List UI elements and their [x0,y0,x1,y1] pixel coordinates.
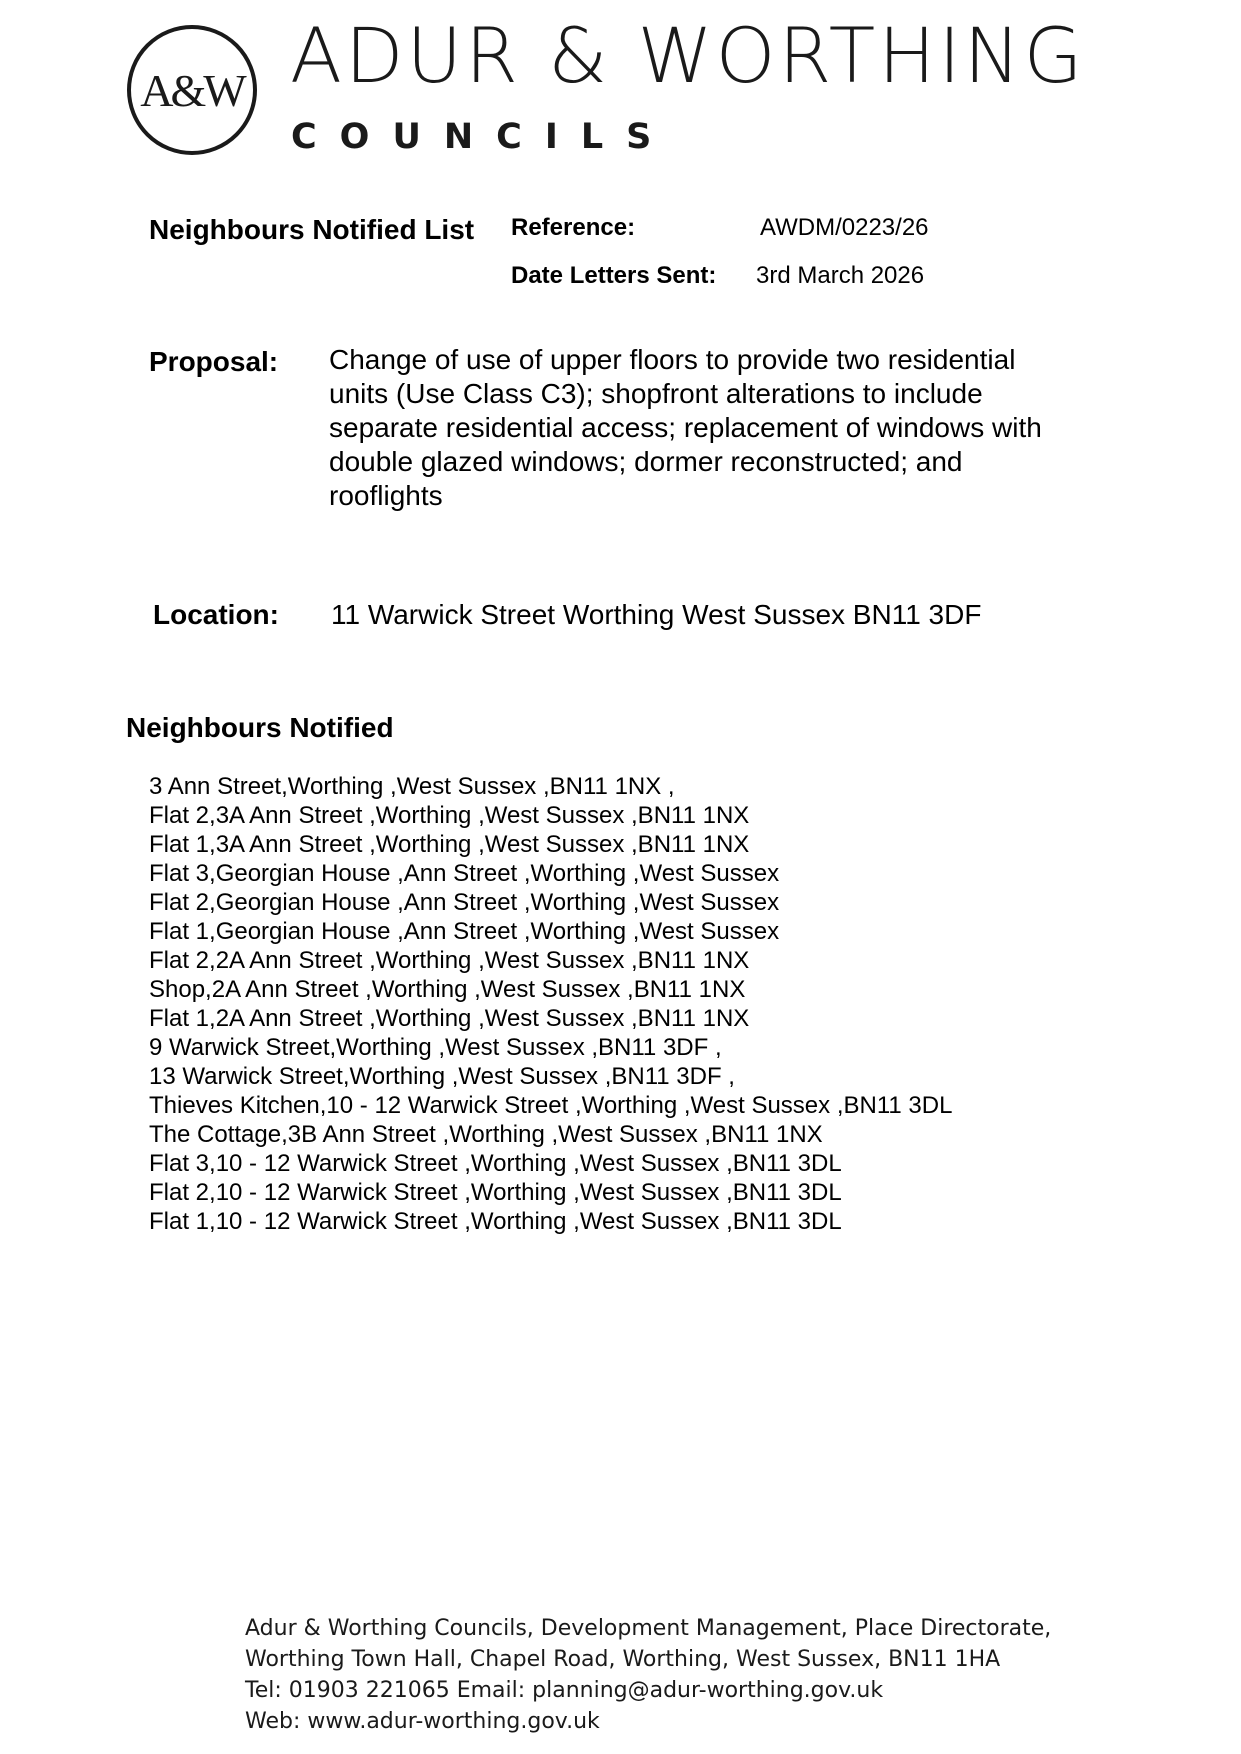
logo-emblem [127,25,257,155]
neighbour-address: 13 Warwick Street,Worthing ,West Sussex ,BN11 3DF , [149,1063,735,1090]
footer-web-line: Web: www.adur-worthing.gov.uk [245,1709,600,1734]
proposal-label: Proposal: [149,346,279,377]
neighbour-address: Flat 1,10 - 12 Warwick Street ,Worthing ,West Sussex ,BN11 3DL [149,1208,842,1235]
date-sent-value: 3rd March 2026 [756,262,925,289]
neighbour-address: Flat 3,10 - 12 Warwick Street ,Worthing ,West Sussex ,BN11 3DL [149,1150,842,1177]
neighbour-address: Flat 2,3A Ann Street ,Worthing ,West Sussex ,BN11 1NX [149,802,750,829]
location-label: Location: [153,599,279,630]
footer-contact [245,1613,1051,1737]
neighbour-address: Flat 2,10 - 12 Warwick Street ,Worthing ,West Sussex ,BN11 3DL [149,1179,842,1206]
neighbours-section-title: Neighbours Notified [126,712,394,743]
reference-value: AWDM/0223/26 [760,214,929,241]
neighbour-address: Flat 1,3A Ann Street ,Worthing ,West Sussex ,BN11 1NX [149,831,750,858]
logo-subtitle: COUNCILS [291,117,675,157]
footer-address-line: Adur & Worthing Councils, Development Management, Place Directorate, [245,1616,1052,1641]
neighbour-address: Flat 1,2A Ann Street ,Worthing ,West Sussex ,BN11 1NX [149,1005,750,1032]
neighbour-address: Thieves Kitchen,10 - 12 Warwick Street ,Worthing ,West Sussex ,BN11 3DL [149,1092,953,1119]
logo-title: ADUR & WORTHING [290,11,1086,100]
logo-monogram: A&W [140,65,244,116]
neighbour-address: Flat 2,2A Ann Street ,Worthing ,West Sussex ,BN11 1NX [149,947,750,974]
neighbour-address: The Cottage,3B Ann Street ,Worthing ,West Sussex ,BN11 1NX [149,1121,823,1148]
footer-contact-line: Tel: 01903 221065 Email: planning@adur-worthing.gov.uk [245,1678,884,1703]
location-text: 11 Warwick Street Worthing West Sussex BN11 3DF [331,599,982,630]
proposal-text: Change of use of upper floors to provide two residential units (Use Class C3); shopfront alterations to include separate residential access; replacement of windows with double glazed windows; dormer reconstructed; and rooflights [329,344,1042,511]
date-sent-label: Date Letters Sent: [511,262,717,289]
neighbour-address: Flat 1,Georgian House ,Ann Street ,Worthing ,West Sussex [149,918,780,945]
neighbour-address: 3 Ann Street,Worthing ,West Sussex ,BN11 1NX , [149,773,675,800]
neighbour-address: Flat 2,Georgian House ,Ann Street ,Worthing ,West Sussex [149,889,780,916]
footer-address-line: Worthing Town Hall, Chapel Road, Worthing, West Sussex, BN11 1HA [245,1647,1001,1672]
neighbour-address: Flat 3,Georgian House ,Ann Street ,Worthing ,West Sussex [149,860,780,887]
neighbour-address: 9 Warwick Street,Worthing ,West Sussex ,BN11 3DF , [149,1034,722,1061]
neighbour-address: Shop,2A Ann Street ,Worthing ,West Sussex ,BN11 1NX [149,976,746,1003]
reference-label: Reference: [511,214,636,241]
neighbour-address-list [149,772,952,1236]
document-title: Neighbours Notified List [149,214,475,245]
